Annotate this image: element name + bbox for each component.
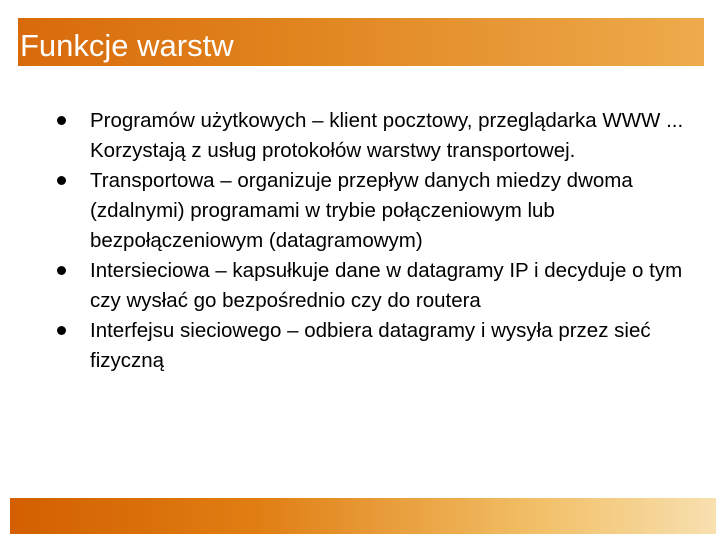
round-bullet-icon (57, 176, 66, 185)
title-bar (18, 18, 704, 66)
bullet-item (40, 316, 710, 376)
round-bullet-icon (57, 326, 66, 335)
bullet-list (40, 106, 710, 376)
bullet-item (40, 166, 710, 256)
slide-title: Funkcje warstw (20, 28, 234, 63)
bullet-item (40, 106, 710, 166)
round-bullet-icon (57, 116, 66, 125)
bullet-item (40, 256, 710, 316)
round-bullet-icon (57, 266, 66, 275)
bullet-text: Programów użytkowych – klient pocztowy, przeglądarka WWW ... Korzystają z usług protokołów warstwy transportowej. (90, 109, 684, 162)
bullet-text: Interfejsu sieciowego – odbiera datagramy i wysyła przez sieć fizyczną (90, 319, 651, 372)
footer-bar (10, 498, 716, 534)
bullet-text: Transportowa – organizuje przepływ danych miedzy dwoma (zdalnymi) programami w trybie połączeniowym lub bezpołączeniowym (datagramowym) (90, 169, 633, 252)
bullet-text: Intersieciowa – kapsułkuje dane w datagramy IP i decyduje o tym czy wysłać go bezpośrednio czy do routera (90, 259, 683, 312)
